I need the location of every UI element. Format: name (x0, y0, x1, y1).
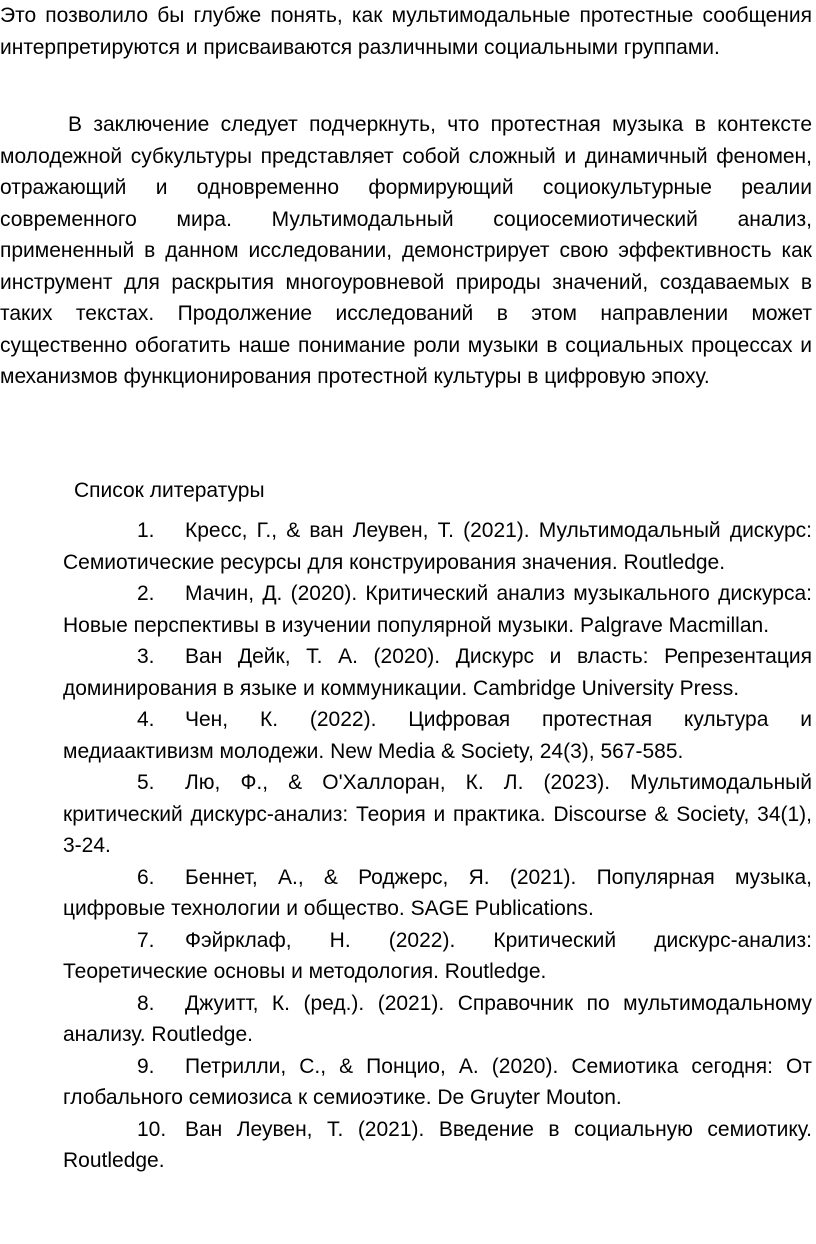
reference-item (0, 862, 812, 925)
reference-text: Мачин, Д. (2020). Критический анализ музыкального дискурса: Новые перспективы в изучении популярной музыки. Palgrave Macmillan. (63, 582, 812, 637)
reference-item (0, 704, 812, 767)
reference-number: 9. (137, 1054, 155, 1078)
reference-number: 1. (137, 519, 155, 542)
reference-number: 6. (137, 865, 155, 889)
reference-number: 5. (137, 771, 155, 794)
reference-text: Чен, К. (2022). Цифровая протестная культура и медиаактивизм молодежи. New Media & Society, 24(3), 567-585. (63, 708, 812, 763)
reference-number: 8. (137, 991, 155, 1015)
reference-number: 2. (137, 582, 155, 605)
reference-number: 3. (137, 645, 155, 668)
reference-number: 10. (137, 1117, 167, 1141)
conclusion-paragraph: В заключение следует подчеркнуть, что протестная музыка в контексте молодежной субкультуры представляет собой сложный и динамичный феномен, отражающий и одновременно формирующий социокультурные реалии современного мира. Мультимодальный социосемиотический анализ, примененный в данном исследовании, демонстрирует свою эффективность как инструмент для раскрытия многоуровневой природы значений, создаваемых в таких текстах. Продолжение исследований в этом направлении может существенно обогатить наше понимание роли музыки в социальных процессах и механизмов функционирования протестной культуры в цифровую эпоху. (0, 113, 812, 388)
body-paragraph: Это позволило бы глубже понять, как мультимодальные протестные сообщения интерпретируются и присваиваются различными социальными группами. (0, 4, 812, 59)
reference-number: 4. (137, 708, 155, 731)
reference-text: Ван Леувен, Т. (2021). Введение в социальную семиотику. Routledge. (63, 1117, 812, 1172)
reference-number: 7. (137, 928, 155, 952)
references-list (0, 515, 812, 1177)
reference-text: Ван Дейк, Т. А. (2020). Дискурс и власть: Репрезентация доминирования в языке и коммуникации. Cambridge University Press. (63, 645, 812, 700)
reference-text: Джуитт, К. (ред.). (2021). Справочник по мультимодальному анализу. Routledge. (63, 991, 812, 1046)
reference-text: Петрилли, С., & Понцио, А. (2020). Семиотика сегодня: От глобального семиозиса к семиоэтике. De Gruyter Mouton. (63, 1054, 812, 1109)
references-heading: Список литературы (74, 479, 265, 502)
reference-item (0, 1051, 812, 1114)
reference-text: Кресс, Г., & ван Леувен, Т. (2021). Мультимодальный дискурс: Семиотические ресурсы для конструирования значения. Routledge. (63, 519, 812, 574)
reference-text: Лю, Ф., & О'Халлоран, К. Л. (2023). Мультимодальный критический дискурс-анализ: Теория и практика. Discourse & Society, 34(1), 3-24. (63, 771, 812, 857)
reference-item (0, 578, 812, 641)
reference-item (0, 1114, 812, 1177)
reference-item (0, 515, 812, 578)
reference-item (0, 925, 812, 988)
reference-text: Фэйрклаф, Н. (2022). Критический дискурс-анализ: Теоретические основы и методология. Routledge. (63, 928, 812, 983)
reference-item (0, 767, 812, 862)
reference-item (0, 988, 812, 1051)
reference-text: Беннет, А., & Роджерс, Я. (2021). Популярная музыка, цифровые технологии и общество. SAGE Publications. (63, 865, 812, 920)
reference-item (0, 641, 812, 704)
